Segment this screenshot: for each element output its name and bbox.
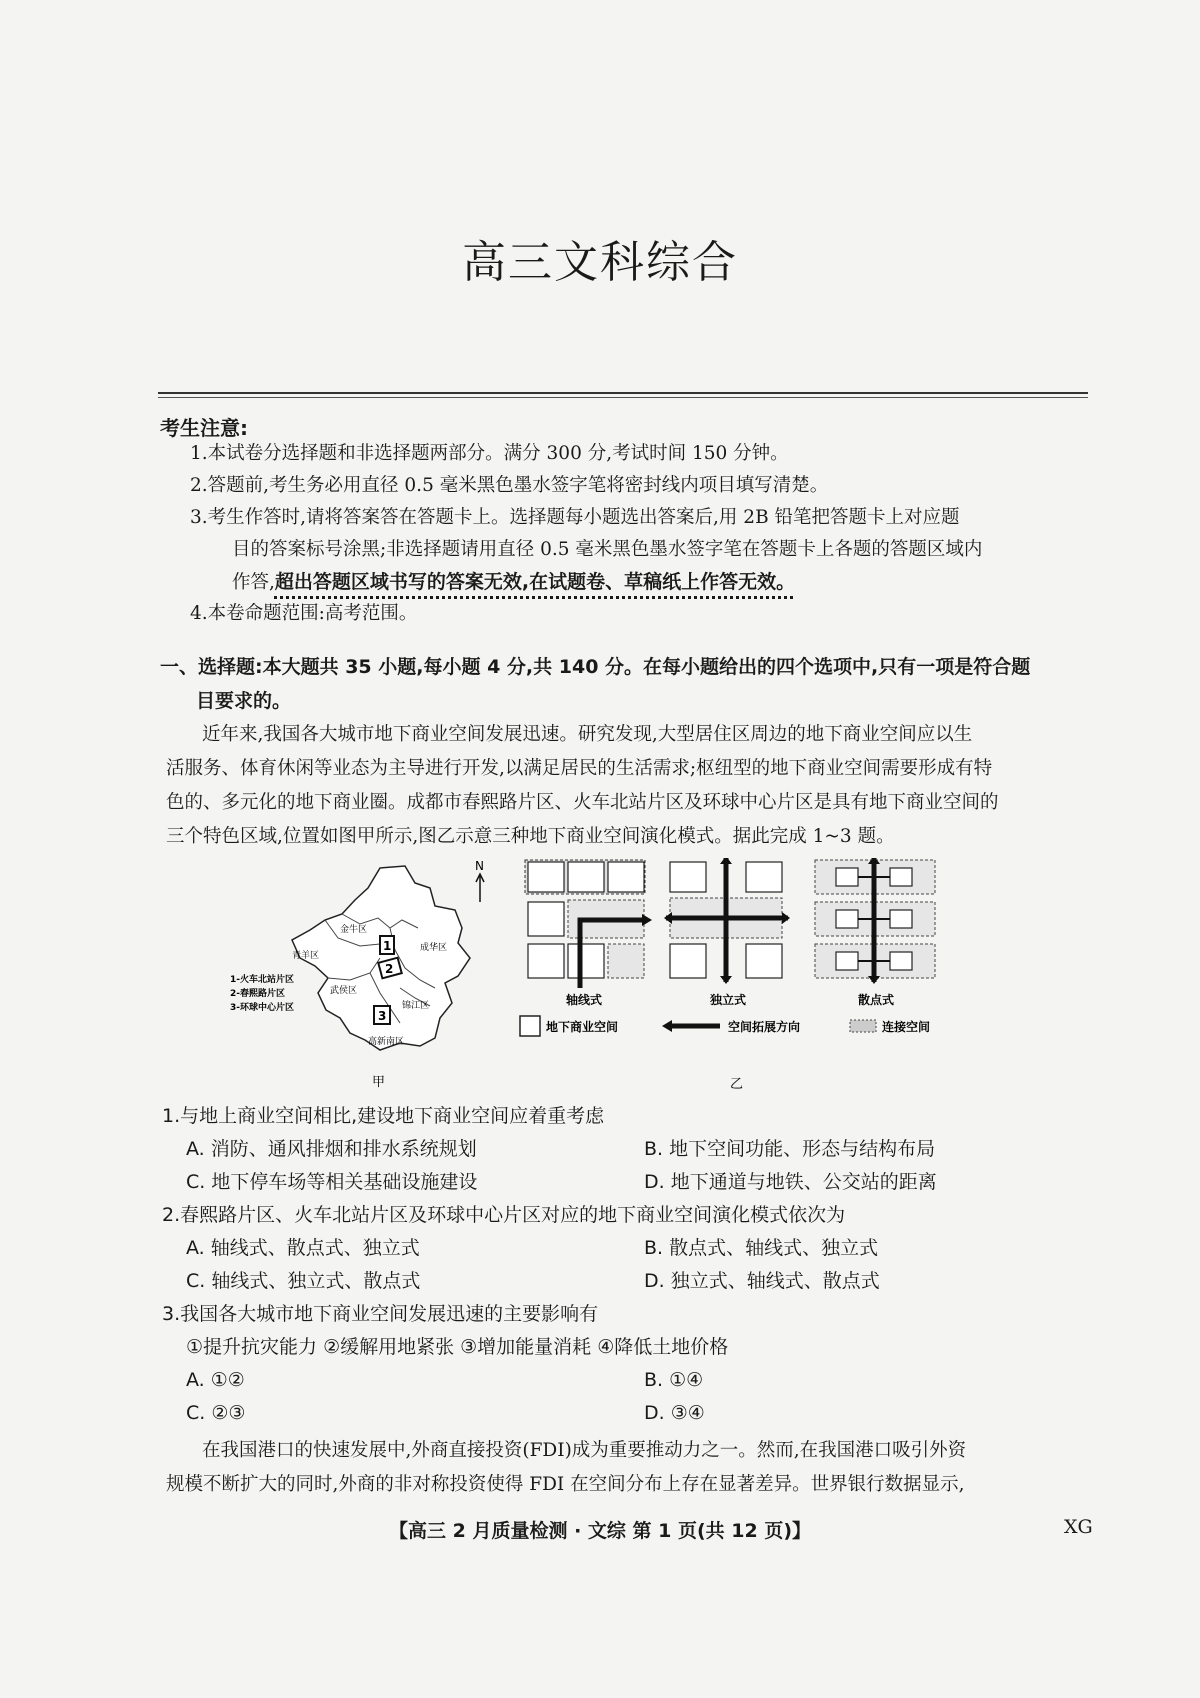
mode-scattered — [815, 858, 935, 1007]
notice-item-3-line-1: 3.考生作答时,请将答案答在答题卡上。选择题每小题选出答案后,用 2B 铅笔把答题卡上对应题 — [190, 507, 960, 528]
commercial-block — [746, 944, 782, 978]
passage-1-line-4: 三个特色区域,位置如图甲所示,图乙示意三种地下商业空间演化模式。据此完成 1~3 题。 — [166, 826, 895, 847]
section-heading-line-1: 一、选择题:本大题共 35 小题,每小题 4 分,共 140 分。在每小题给出的四个选项中,只有一项是符合题 — [160, 656, 1031, 678]
notice-item-3-plain: 作答, — [232, 572, 275, 593]
district-label: 锦江区 — [402, 1001, 430, 1011]
expansion-arrow — [720, 976, 732, 984]
expansion-arrow — [782, 912, 790, 924]
commercial-block — [568, 862, 604, 892]
question-3-stem: 3.我国各大城市地下商业空间发展迅速的主要影响有 — [162, 1303, 599, 1325]
commercial-block — [528, 902, 564, 936]
question-1-option-c: C. 地下停车场等相关基础设施建设 — [186, 1171, 478, 1193]
question-1-option-b: B. 地下空间功能、形态与结构布局 — [644, 1138, 936, 1160]
question-3-option-a: A. ①② — [186, 1369, 245, 1391]
expansion-arrow — [868, 976, 880, 984]
mode-axial — [525, 860, 652, 1007]
section-heading-line-2: 目要求的。 — [196, 690, 292, 712]
page-title: 高三文科综合 — [462, 237, 738, 288]
legend-swatch-block — [520, 1016, 540, 1036]
notice-item-3-line-3 — [232, 566, 1092, 599]
legend-swatch-connector — [850, 1020, 876, 1032]
question-2-option-a: A. 轴线式、散点式、独立式 — [186, 1237, 420, 1259]
mode-label: 轴线式 — [566, 993, 603, 1007]
modes-legend — [520, 1016, 930, 1036]
figure-caption-yi: 乙 — [730, 1077, 744, 1092]
question-3-option-c: C. ②③ — [186, 1402, 246, 1424]
map-legend-item: 1-火车北站片区 — [230, 975, 294, 985]
expansion-arrow — [664, 912, 672, 924]
legend-label: 空间拓展方向 — [728, 1020, 801, 1034]
passage-2-line-2: 规模不断扩大的同时,外商的非对称投资使得 FDI 在空间分布上存在显著差异。世界银行数据显示, — [166, 1474, 965, 1495]
question-3-option-d: D. ③④ — [644, 1402, 705, 1424]
commercial-block — [746, 862, 782, 892]
question-1-option-d: D. 地下通道与地铁、公交站的距离 — [644, 1171, 937, 1193]
commercial-block — [836, 952, 858, 970]
question-2-option-c: C. 轴线式、独立式、散点式 — [186, 1270, 421, 1292]
district-label: 青羊区 — [292, 951, 320, 961]
question-2-option-d: D. 独立式、轴线式、散点式 — [644, 1270, 880, 1292]
commercial-block — [670, 944, 706, 978]
commercial-block — [890, 868, 912, 886]
district-label: 武侯区 — [330, 986, 358, 996]
expansion-arrow — [720, 858, 732, 864]
question-3-option-b: B. ①④ — [644, 1369, 704, 1391]
marker-label: 1 — [383, 939, 392, 953]
figure-jia-yi — [230, 858, 1050, 1098]
connector-space — [608, 944, 644, 978]
notice-item-2: 2.答题前,考生务必用直径 0.5 毫米黑色墨水签字笔将密封线内项目填写清楚。 — [190, 475, 829, 496]
header-rule-thin — [158, 397, 1088, 398]
commercial-block — [836, 868, 858, 886]
mode-label: 独立式 — [710, 993, 747, 1007]
marker-label: 2 — [385, 962, 394, 976]
page-footer: 【高三 2 月质量检测 · 文综 第 1 页(共 12 页)】 — [389, 1520, 811, 1542]
notice-heading: 考生注意: — [160, 416, 248, 440]
expansion-arrow — [642, 914, 652, 926]
map-jia — [230, 859, 484, 1090]
legend-label: 地下商业空间 — [546, 1020, 619, 1034]
footer-code: XG — [1064, 1516, 1093, 1538]
question-3-statements: ①提升抗灾能力 ②缓解用地紧张 ③增加能量消耗 ④降低土地价格 — [186, 1336, 729, 1358]
passage-1-line-1: 近年来,我国各大城市地下商业空间发展迅速。研究发现,大型居住区周边的地下商业空间应以生 — [202, 724, 973, 745]
notice-item-4: 4.本卷命题范围:高考范围。 — [190, 603, 418, 624]
legend-arrow-icon — [662, 1020, 672, 1032]
passage-1-line-3: 色的、多元化的地下商业圈。成都市春熙路片区、火车北站片区及环球中心片区是具有地下商业空间的 — [166, 792, 999, 813]
north-label: N — [475, 859, 484, 873]
passage-1-line-2: 活服务、体育休闲等业态为主导进行开发,以满足居民的生活需求;枢纽型的地下商业空间需要形成有特 — [166, 758, 993, 779]
district-label: 金牛区 — [340, 925, 368, 935]
map-legend-item: 3-环球中心片区 — [230, 1003, 294, 1013]
mode-label: 散点式 — [858, 993, 895, 1007]
commercial-block — [670, 862, 706, 892]
mode-independent — [664, 858, 790, 1007]
marker-label: 3 — [378, 1009, 387, 1023]
commercial-block — [528, 944, 564, 978]
notice-item-3-line-2: 目的答案标号涂黑;非选择题请用直径 0.5 毫米黑色墨水签字笔在答题卡上各题的答题区域内 — [232, 539, 983, 560]
commercial-block — [890, 910, 912, 928]
map-legend-item: 2-春熙路片区 — [230, 989, 285, 999]
legend-label: 连接空间 — [882, 1020, 931, 1034]
passage-2-line-1: 在我国港口的快速发展中,外商直接投资(FDI)成为重要推动力之一。然而,在我国港口吸引外资 — [202, 1440, 967, 1461]
question-1-option-a: A. 消防、通风排烟和排水系统规划 — [186, 1138, 477, 1160]
district-label: 成华区 — [420, 943, 448, 953]
question-2-option-b: B. 散点式、轴线式、独立式 — [644, 1237, 879, 1259]
question-2-stem: 2.春熙路片区、火车北站片区及环球中心片区对应的地下商业空间演化模式依次为 — [162, 1204, 846, 1226]
header-rule-thick — [158, 392, 1088, 394]
commercial-block — [528, 862, 564, 892]
figure-caption-jia: 甲 — [372, 1075, 386, 1090]
question-1-stem: 1.与地上商业空间相比,建设地下商业空间应着重考虑 — [162, 1105, 605, 1127]
commercial-block — [568, 944, 604, 978]
notice-item-3-emphasis: 超出答题区域书写的答案无效,在试题卷、草稿纸上作答无效。 — [274, 571, 796, 593]
commercial-block — [836, 910, 858, 928]
commercial-block — [890, 952, 912, 970]
district-label: 高新南区 — [368, 1037, 405, 1047]
commercial-block — [608, 862, 644, 892]
notice-item-1: 1.本试卷分选择题和非选择题两部分。满分 300 分,考试时间 150 分钟。 — [190, 443, 789, 464]
